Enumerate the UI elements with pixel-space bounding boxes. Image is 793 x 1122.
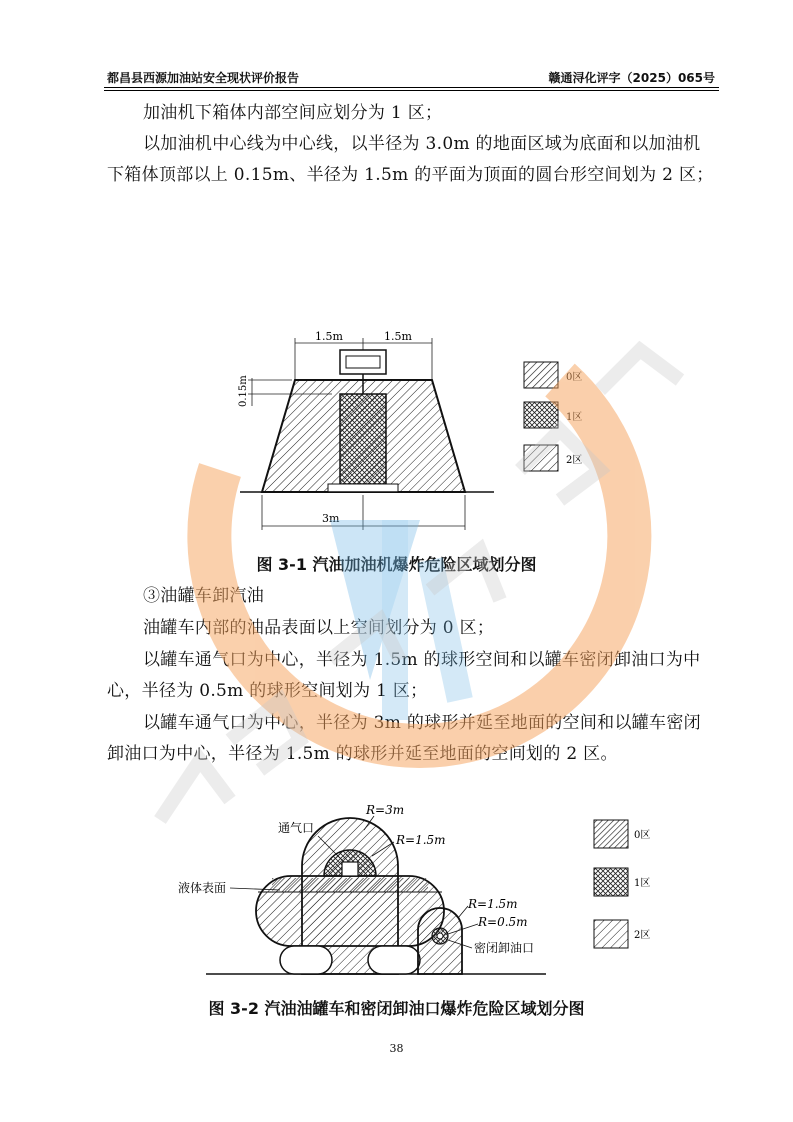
paragraph-dispenser-zone2: 以加油机中心线为中心线，以半径为 3.0m 的地面区域为底面和以加油机下箱体顶部以上 0.15m、半径为 1.5m 的平面为顶面的圆台形空间划为 2 区； <box>107 134 714 185</box>
label-sealed-valve: 密闭卸油口 <box>474 941 535 955</box>
report-title-header: 都昌县西源加油站安全现状评价报告 <box>107 71 300 85</box>
legend2-zone2-label: 2区 <box>634 930 651 941</box>
figure1-caption: 图 3-1 汽油加油机爆炸危险区域划分图 <box>256 555 537 574</box>
paragraph-dispenser-zone1: 加油机下箱体内部空间应划分为 1 区； <box>143 103 443 123</box>
legend1-zone2-label: 2区 <box>566 455 583 466</box>
legend2-zone0-label: 0区 <box>634 830 651 841</box>
legend1-zone0-label: 0区 <box>566 372 583 383</box>
dim-top-left-label: 1.5m <box>315 330 343 343</box>
paragraph-tanker-zone1: 以罐车通气口为中心，半径为 1.5m 的球形空间和以罐车密闭卸油口为中心，半径为 0.5m 的球形空间划为 1 区； <box>107 650 701 701</box>
section-title-tanker: ③油罐车卸汽油 <box>143 586 265 606</box>
figure-dispenser-zones <box>222 330 602 545</box>
paragraph-tanker-zone2: 以罐车通气口为中心，半径为 3m 的球形并延至地面的空间和以罐车密闭卸油口为中心，半径为 1.5m 的球形并延至地面的空间划的 2 区。 <box>107 713 701 764</box>
label-r05: R=0.5m <box>478 915 528 929</box>
report-number-header: 赣通浔化评字（2025）065号 <box>548 71 715 85</box>
label-liquid-surface: 液体表面 <box>178 881 227 895</box>
legend1-zone1-label: 1区 <box>566 412 583 423</box>
figure-tanker-zones-svg <box>168 796 658 982</box>
figure-tanker-zones <box>168 796 658 982</box>
dim-side-label: 0.15m <box>238 375 249 407</box>
paragraph-tanker-zone0: 油罐车内部的油品表面以上空间划分为 0 区； <box>143 618 495 638</box>
figure2-caption: 图 3-2 汽油油罐车和密闭卸油口爆炸危险区域划分图 <box>208 999 585 1018</box>
header-rule-secondary <box>104 90 719 91</box>
label-r15-valve: R=1.5m <box>468 897 518 911</box>
dim-top-right-label: 1.5m <box>384 330 412 343</box>
figure-dispenser-zones-svg <box>222 330 602 545</box>
dim-bottom-label: 3m <box>322 512 340 525</box>
header-rule <box>104 87 719 88</box>
legend2-zone1-label: 1区 <box>634 878 651 889</box>
label-vent: 通气口 <box>278 821 315 835</box>
label-r15-vent: R=1.5m <box>396 833 446 847</box>
label-r3: R=3m <box>366 803 405 817</box>
page-number: 38 <box>389 1042 404 1055</box>
